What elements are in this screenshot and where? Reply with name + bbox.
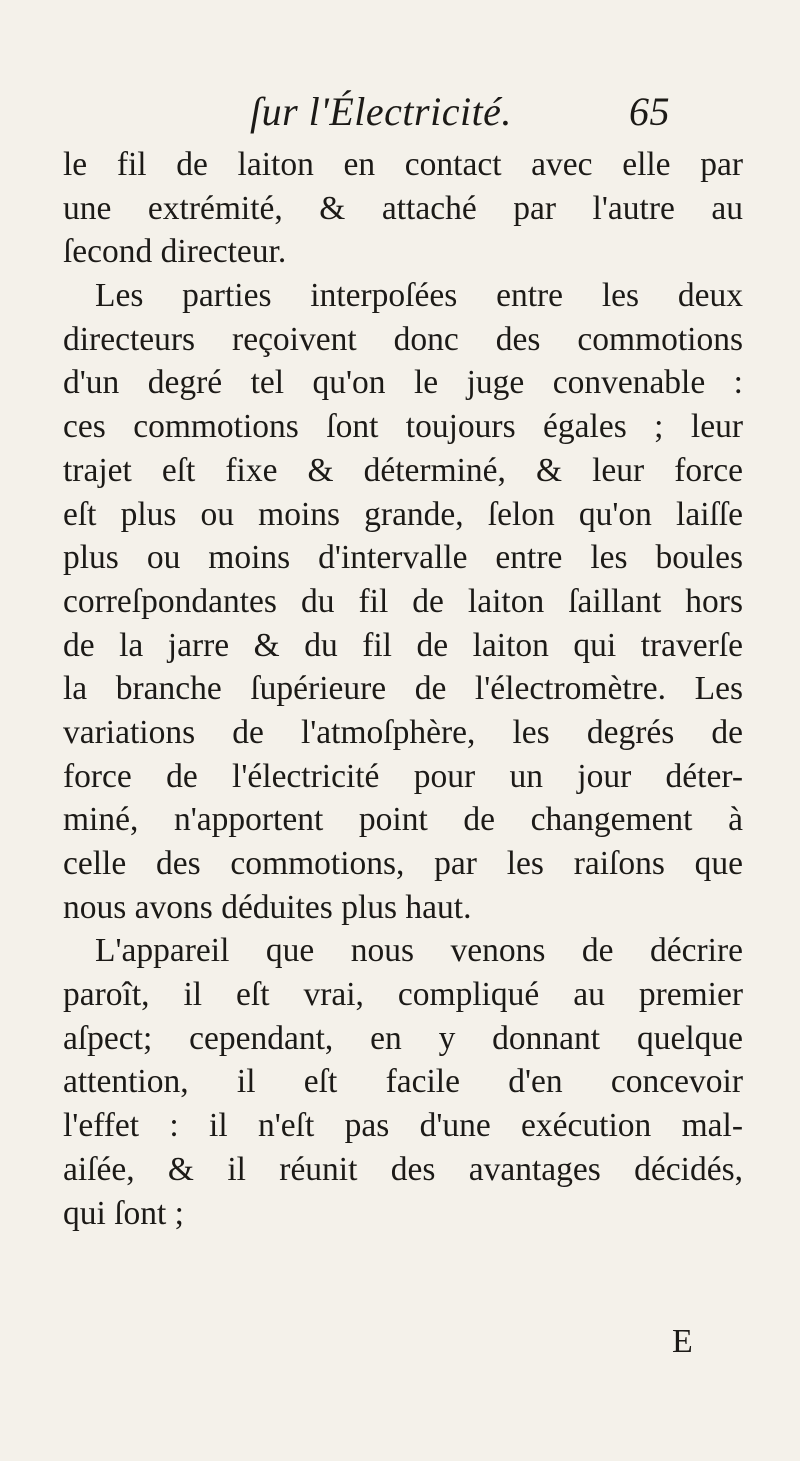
text-line: nous avons déduites plus haut. <box>63 888 472 926</box>
page-number: 65 <box>629 89 670 134</box>
text-line: eſt plus ou moins grande, ſelon qu'on laiſſe <box>63 495 743 533</box>
text-line: force de l'électricité pour un jour déter- <box>63 757 743 795</box>
text-line: l'effet : il n'eſt pas d'une exécution mal- <box>63 1107 743 1145</box>
text-line: ſecond directeur. <box>63 233 287 271</box>
text-line: celle des commotions, par les raiſons que <box>63 845 743 882</box>
running-head <box>250 82 670 142</box>
paragraph-start-line: L'appareil que nous venons de décrire <box>95 932 743 970</box>
text-line: attention, il eſt facile d'en concevoir <box>63 1063 743 1101</box>
text-line: directeurs reçoivent donc des commotions <box>63 320 743 358</box>
text-line: trajet eſt fixe & déterminé, & leur force <box>63 451 743 489</box>
signature-mark: E <box>672 1323 693 1360</box>
text-line: de la jarre & du fil de laiton qui traverſe <box>63 626 743 664</box>
text-line: miné, n'apportent point de changement à <box>63 801 743 839</box>
text-line: ces commotions ſont toujours égales ; leur <box>63 408 743 446</box>
text-line: paroît, il eſt vrai, compliqué au premier <box>63 976 743 1014</box>
text-line: la branche ſupérieure de l'électromètre. Les <box>63 670 743 708</box>
text-line: aiſée, & il réunit des avantages décidés, <box>63 1150 743 1188</box>
text-line: correſpondantes du fil de laiton ſaillant hors <box>63 582 743 620</box>
text-line: variations de l'atmoſphère, les degrés de <box>63 713 743 751</box>
text-line: une extrémité, & attaché par l'autre au <box>63 189 743 227</box>
paragraph-start-line: Les parties interpoſées entre les deux <box>95 277 743 315</box>
body-text <box>63 143 743 1235</box>
running-head-title: ſur l'Électricité. <box>250 89 512 134</box>
text-line: aſpect; cependant, en y donnant quelque <box>63 1019 743 1057</box>
text-line: d'un degré tel qu'on le juge convenable : <box>63 364 743 402</box>
text-line: plus ou moins d'intervalle entre les boules <box>63 539 743 577</box>
text-line: le fil de laiton en contact avec elle par <box>63 146 743 183</box>
text-line: qui ſont ; <box>63 1194 184 1232</box>
